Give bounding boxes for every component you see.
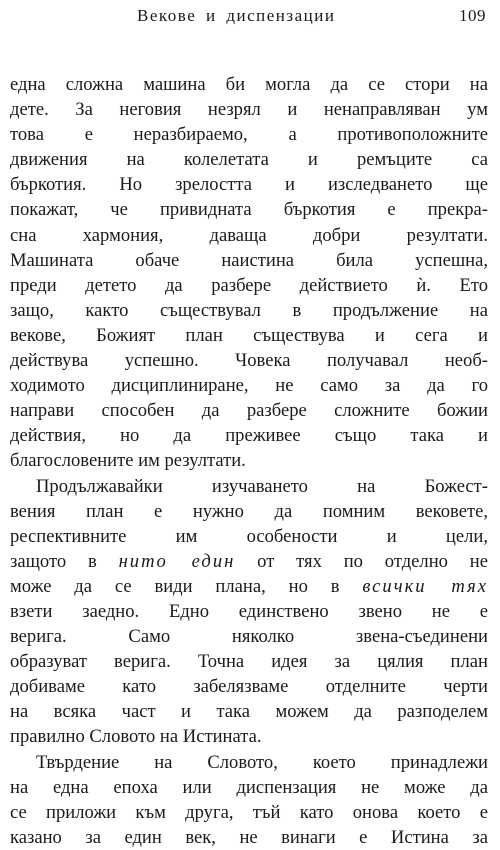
text-line xyxy=(10,724,488,749)
text-segment: сна хармония, даваща добри резултати. xyxy=(10,224,488,246)
text-segment: се приложи към друга, тъй като онова което е xyxy=(10,801,488,823)
text-line xyxy=(10,649,488,674)
text-line xyxy=(10,624,488,649)
text-line xyxy=(10,197,488,222)
text-segment: от тях по отделно не xyxy=(235,550,488,572)
text-line xyxy=(10,348,488,373)
text-segment: благословените им резултати. xyxy=(10,450,246,472)
text-line xyxy=(10,549,488,574)
text-segment: на всяка част и така можем да разподелем xyxy=(10,701,488,723)
text-line xyxy=(10,825,488,850)
text-segment: взети заедно. Едно единствено звено не е xyxy=(10,600,488,622)
text-line xyxy=(10,298,488,323)
text-segment: покажат, че привидната бъркотия е прекра- xyxy=(10,199,488,221)
text-segment: казано за един век, не винаги е Истина за xyxy=(10,826,488,848)
text-segment: респективните им особености и цели, xyxy=(10,525,488,547)
text-line xyxy=(10,97,488,122)
text-segment: може да се види плана, но в xyxy=(10,575,363,597)
text-segment: защото в xyxy=(10,550,119,572)
paragraph-first-line xyxy=(10,474,488,499)
text-line xyxy=(10,223,488,248)
text-segment: добиваме като забелязваме отделните черти xyxy=(10,676,488,698)
text-segment: Твърдение на Словото, което принадлежи xyxy=(36,751,488,773)
text-line xyxy=(10,423,488,448)
text-segment: една сложна машина би могла да се стори на xyxy=(10,74,488,95)
text-line xyxy=(10,147,488,172)
text-line xyxy=(10,72,488,97)
text-segment: действия, но да преживее също така и xyxy=(10,425,488,447)
text-line xyxy=(10,674,488,699)
text-segment: векове, Божият план съществува и сега и xyxy=(10,324,488,346)
body-text xyxy=(10,72,488,850)
text-line xyxy=(10,524,488,549)
text-segment: на една епоха или диспензация не може да xyxy=(10,776,488,798)
text-segment: вения план е нужно да помним вековете, xyxy=(10,500,488,522)
text-line xyxy=(10,122,488,147)
page-number: 109 xyxy=(459,6,486,25)
text-segment: Машината обаче наистина била успешна, xyxy=(10,249,488,271)
paragraph-first-line xyxy=(10,750,488,775)
text-segment: направи способен да разбере сложните божии xyxy=(10,400,488,422)
text-line xyxy=(10,775,488,800)
text-segment: правилно Словото на Истината. xyxy=(10,726,262,748)
text-segment: преди детето да разбере действието ѝ. Ето xyxy=(10,274,488,296)
text-line xyxy=(10,599,488,624)
text-line xyxy=(10,398,488,423)
text-line xyxy=(10,699,488,724)
text-segment: дете. За неговия незрял и ненаправляван ум xyxy=(10,99,488,121)
emphasized-text: всички тях xyxy=(362,575,488,597)
text-segment: верига. Само няколко звена-съединени xyxy=(10,626,488,648)
running-head xyxy=(0,6,500,34)
emphasized-text: нито един xyxy=(118,550,236,572)
text-line xyxy=(10,323,488,348)
text-line xyxy=(10,248,488,273)
text-line xyxy=(10,172,488,197)
text-line xyxy=(10,499,488,524)
text-segment: ходимото дисциплиниране, не само за да го xyxy=(10,375,488,397)
running-title: Векове и диспензации xyxy=(137,6,336,25)
text-line xyxy=(10,273,488,298)
text-segment: действува успешно. Човека получавал необ- xyxy=(10,350,488,372)
text-line xyxy=(10,448,488,473)
text-segment: това е неразбираемо, а противоположните xyxy=(10,124,488,146)
text-segment: бъркотия. Но зрелостта и изследването ще xyxy=(10,174,488,196)
text-segment: движения на колелетата и ремъците са xyxy=(10,149,488,171)
text-segment: образуват верига. Точна идея за цялия план xyxy=(10,651,488,673)
text-line xyxy=(10,373,488,398)
text-segment: защо, както съществувал в продължение на xyxy=(10,299,488,321)
text-line xyxy=(10,800,488,825)
text-line xyxy=(10,574,488,599)
text-segment: Продължавайки изучаването на Божест- xyxy=(36,475,488,497)
